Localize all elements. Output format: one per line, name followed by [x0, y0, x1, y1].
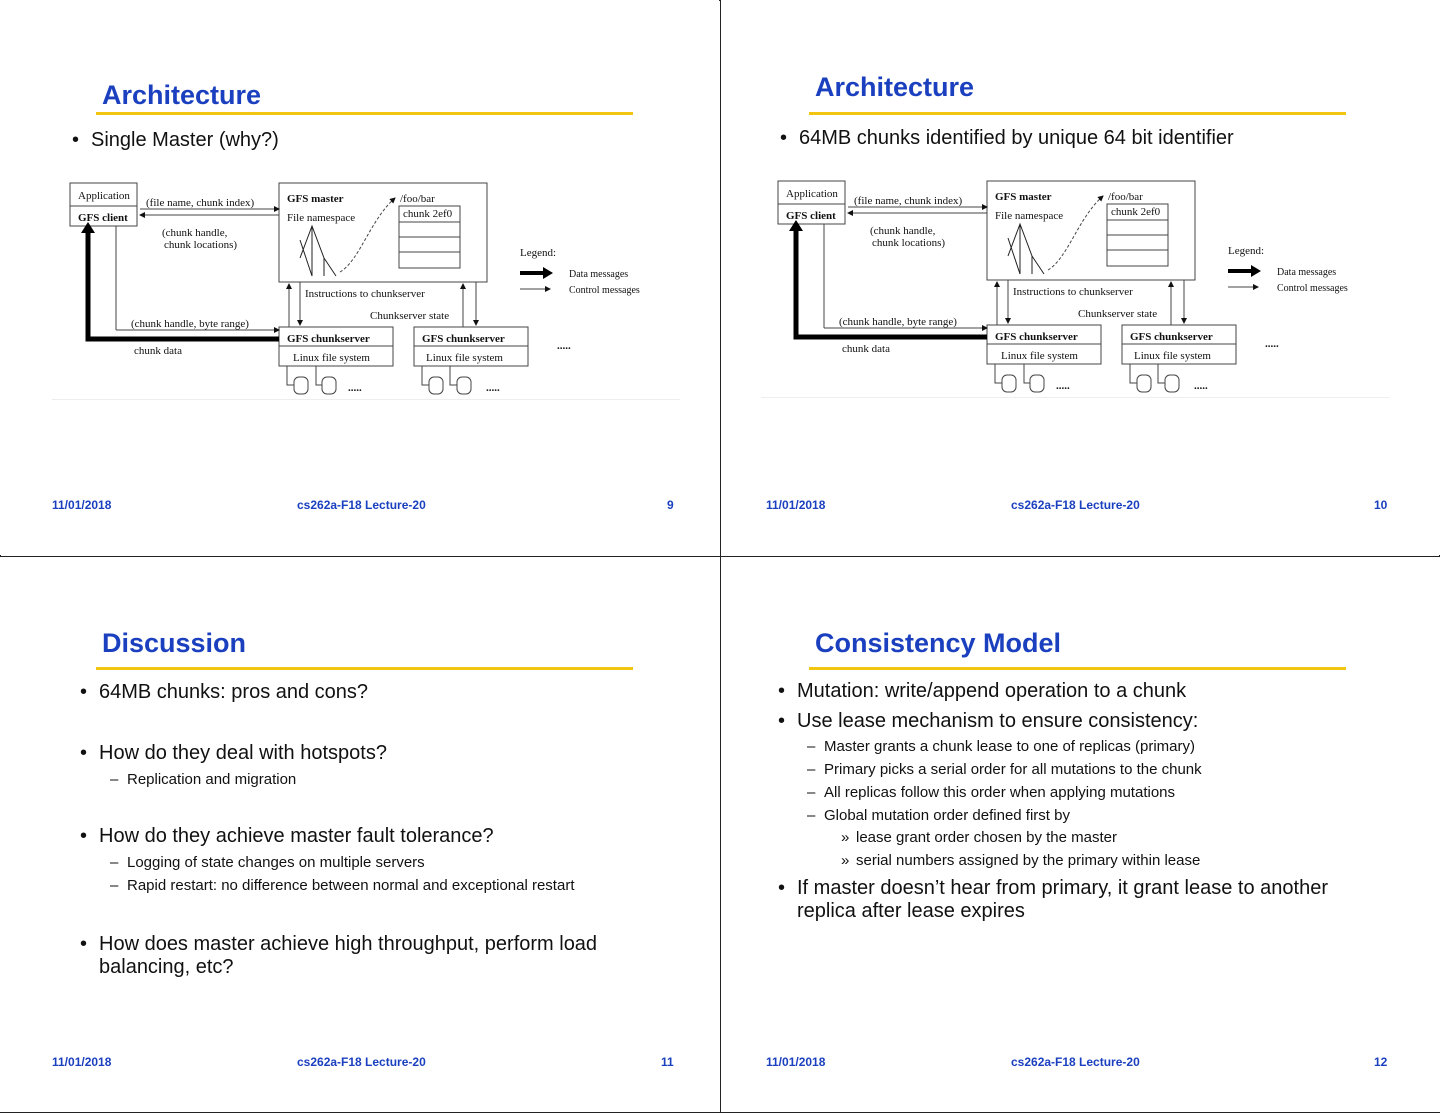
slide-title: Architecture — [102, 80, 262, 110]
byte-range-label: (chunk handle, byte range) — [131, 318, 249, 330]
bullet — [778, 710, 1199, 733]
legend-control-messages: Control messages — [1277, 283, 1348, 294]
chunkserver-state-label: Chunkserver state — [370, 310, 450, 322]
gfs-architecture-diagram — [0, 0, 719, 420]
bullet-text: How do they deal with hotspots? — [99, 742, 387, 764]
bullet — [80, 825, 494, 848]
path-label: /foo/bar — [1108, 191, 1143, 203]
bullet-glyph: • — [80, 742, 88, 764]
chunkserver-label: GFS chunkserver — [287, 333, 370, 345]
application-label: Application — [786, 188, 838, 200]
sub-bullet-text: Master grants a chunk lease to one of replicas (primary) — [824, 738, 1195, 755]
footer-course: cs262a-F18 Lecture-20 — [1011, 498, 1140, 512]
bullet-text: Use lease mechanism to ensure consistency: — [797, 710, 1199, 732]
gfs-master-label: GFS master — [995, 191, 1052, 203]
slide-title: Consistency Model — [815, 628, 1062, 658]
bullet-text: If master doesn’t hear from primary, it grant lease to another replica after lease expires — [797, 877, 1328, 922]
path-label: /foo/bar — [400, 193, 435, 205]
dash-glyph: – — [110, 771, 119, 788]
legend-data-messages: Data messages — [1277, 267, 1337, 278]
reply-label: chunk locations) — [872, 237, 946, 249]
request-label: (file name, chunk index) — [854, 195, 963, 207]
bullet — [778, 680, 1187, 703]
linux-fs-label: Linux file system — [1134, 350, 1211, 362]
bullet — [778, 877, 1377, 923]
chunk-label: chunk 2ef0 — [403, 208, 453, 220]
bullet-text: Single Master (why?) — [91, 129, 279, 151]
footer-course: cs262a-F18 Lecture-20 — [297, 498, 426, 512]
slide-10 — [721, 0, 1440, 555]
instructions-label: Instructions to chunkserver — [305, 288, 425, 300]
chunkserver-state-label: Chunkserver state — [1078, 308, 1158, 320]
dash-glyph: – — [110, 854, 119, 871]
bullet-glyph: • — [778, 680, 786, 702]
sub-bullet — [110, 877, 575, 894]
sub-bullet-text: Global mutation order defined first by — [824, 807, 1070, 824]
sub-bullet-text: Logging of state changes on multiple servers — [127, 854, 425, 871]
sub-bullet-text: Rapid restart: no difference between normal and exceptional restart — [127, 877, 575, 894]
raquo-glyph: » — [841, 852, 850, 869]
raquo-glyph: » — [841, 829, 850, 846]
sub-bullet — [807, 761, 1202, 778]
dash-glyph: – — [807, 761, 816, 778]
bullet-glyph: • — [778, 710, 786, 732]
page-number: 9 — [667, 498, 674, 512]
file-namespace-label: File namespace — [287, 212, 356, 224]
page-number: 10 — [1374, 498, 1388, 512]
legend-control-messages: Control messages — [569, 285, 640, 296]
sub-sub-bullet — [841, 829, 1117, 846]
ellipsis: ..... — [486, 382, 500, 394]
footer-date: 11/01/2018 — [766, 1055, 826, 1069]
footer-course: cs262a-F18 Lecture-20 — [1011, 1055, 1140, 1069]
slide-title: Architecture — [815, 72, 975, 102]
dash-glyph: – — [807, 738, 816, 755]
sub-bullet — [807, 738, 1195, 755]
bullet-glyph: • — [80, 681, 88, 703]
bullet — [80, 742, 387, 765]
dash-glyph: – — [807, 807, 816, 824]
sub-bullet — [807, 807, 1070, 824]
linux-fs-label: Linux file system — [426, 352, 503, 364]
chunkserver-label: GFS chunkserver — [995, 331, 1078, 343]
sub-sub-bullet-text: lease grant order chosen by the master — [856, 829, 1117, 846]
chunk-label: chunk 2ef0 — [1111, 206, 1161, 218]
linux-fs-label: Linux file system — [1001, 350, 1078, 362]
slide-11 — [0, 557, 719, 1112]
slide-9 — [0, 0, 719, 555]
footer-date: 11/01/2018 — [52, 1055, 112, 1069]
bullet-text: Mutation: write/append operation to a chunk — [797, 680, 1187, 702]
ellipsis: ..... — [1194, 380, 1208, 392]
file-namespace-label: File namespace — [995, 210, 1064, 222]
slide-title: Discussion — [102, 628, 247, 658]
gfs-architecture-diagram — [708, 0, 1427, 418]
sub-bullet-text: Replication and migration — [127, 771, 297, 788]
bullet — [80, 681, 369, 704]
ellipsis: ..... — [1056, 380, 1070, 392]
reply-label: (chunk handle, — [870, 225, 936, 237]
request-label: (file name, chunk index) — [146, 197, 255, 209]
sub-bullet-text: Primary picks a serial order for all mutations to the chunk — [824, 761, 1202, 778]
sub-bullet-text: All replicas follow this order when applying mutations — [824, 784, 1176, 801]
footer-date: 11/01/2018 — [52, 498, 112, 512]
chunkserver-label: GFS chunkserver — [422, 333, 505, 345]
legend-data-messages: Data messages — [569, 269, 629, 280]
bullet-text: How does master achieve high throughput, perform load balancing, etc? — [99, 933, 598, 978]
sub-sub-bullet — [841, 852, 1201, 869]
application-label: Application — [78, 190, 130, 202]
page-number: 12 — [1374, 1055, 1388, 1069]
gfs-client-label: GFS client — [78, 212, 128, 224]
separator — [52, 399, 680, 400]
ellipsis: ..... — [348, 382, 362, 394]
dash-glyph: – — [110, 877, 119, 894]
sub-sub-bullet-text: serial numbers assigned by the primary within lease — [856, 852, 1201, 869]
gfs-master-label: GFS master — [287, 193, 344, 205]
sub-bullet — [807, 784, 1176, 801]
chunk-data-label: chunk data — [842, 343, 890, 355]
bullet-glyph: • — [778, 877, 786, 899]
dash-glyph: – — [807, 784, 816, 801]
bullet-glyph: • — [72, 129, 80, 151]
bullet-glyph: • — [80, 825, 88, 847]
ellipsis: ..... — [1265, 338, 1279, 350]
bullet-text: How do they achieve master fault tolerance? — [99, 825, 494, 847]
bullet-text: 64MB chunks identified by unique 64 bit identifier — [799, 127, 1234, 149]
chunk-data-label: chunk data — [134, 345, 182, 357]
sub-bullet — [110, 854, 425, 871]
reply-label: chunk locations) — [164, 239, 238, 251]
footer-course: cs262a-F18 Lecture-20 — [297, 1055, 426, 1069]
bullet-glyph: • — [80, 933, 88, 955]
title-rule — [96, 667, 633, 670]
bullet-text: 64MB chunks: pros and cons? — [99, 681, 369, 703]
page-number: 11 — [661, 1055, 674, 1069]
ellipsis: ..... — [557, 340, 571, 352]
reply-label: (chunk handle, — [162, 227, 228, 239]
byte-range-label: (chunk handle, byte range) — [839, 316, 957, 328]
legend-label: Legend: — [1228, 245, 1265, 257]
instructions-label: Instructions to chunkserver — [1013, 286, 1133, 298]
separator — [761, 397, 1389, 398]
linux-fs-label: Linux file system — [293, 352, 370, 364]
legend-label: Legend: — [520, 247, 557, 259]
gfs-client-label: GFS client — [786, 210, 836, 222]
bullet — [80, 933, 639, 979]
chunkserver-label: GFS chunkserver — [1130, 331, 1213, 343]
sub-bullet — [110, 771, 297, 788]
footer-date: 11/01/2018 — [766, 498, 826, 512]
title-rule — [809, 667, 1346, 670]
slide-12 — [721, 557, 1440, 1112]
bullet-glyph: • — [780, 127, 788, 149]
